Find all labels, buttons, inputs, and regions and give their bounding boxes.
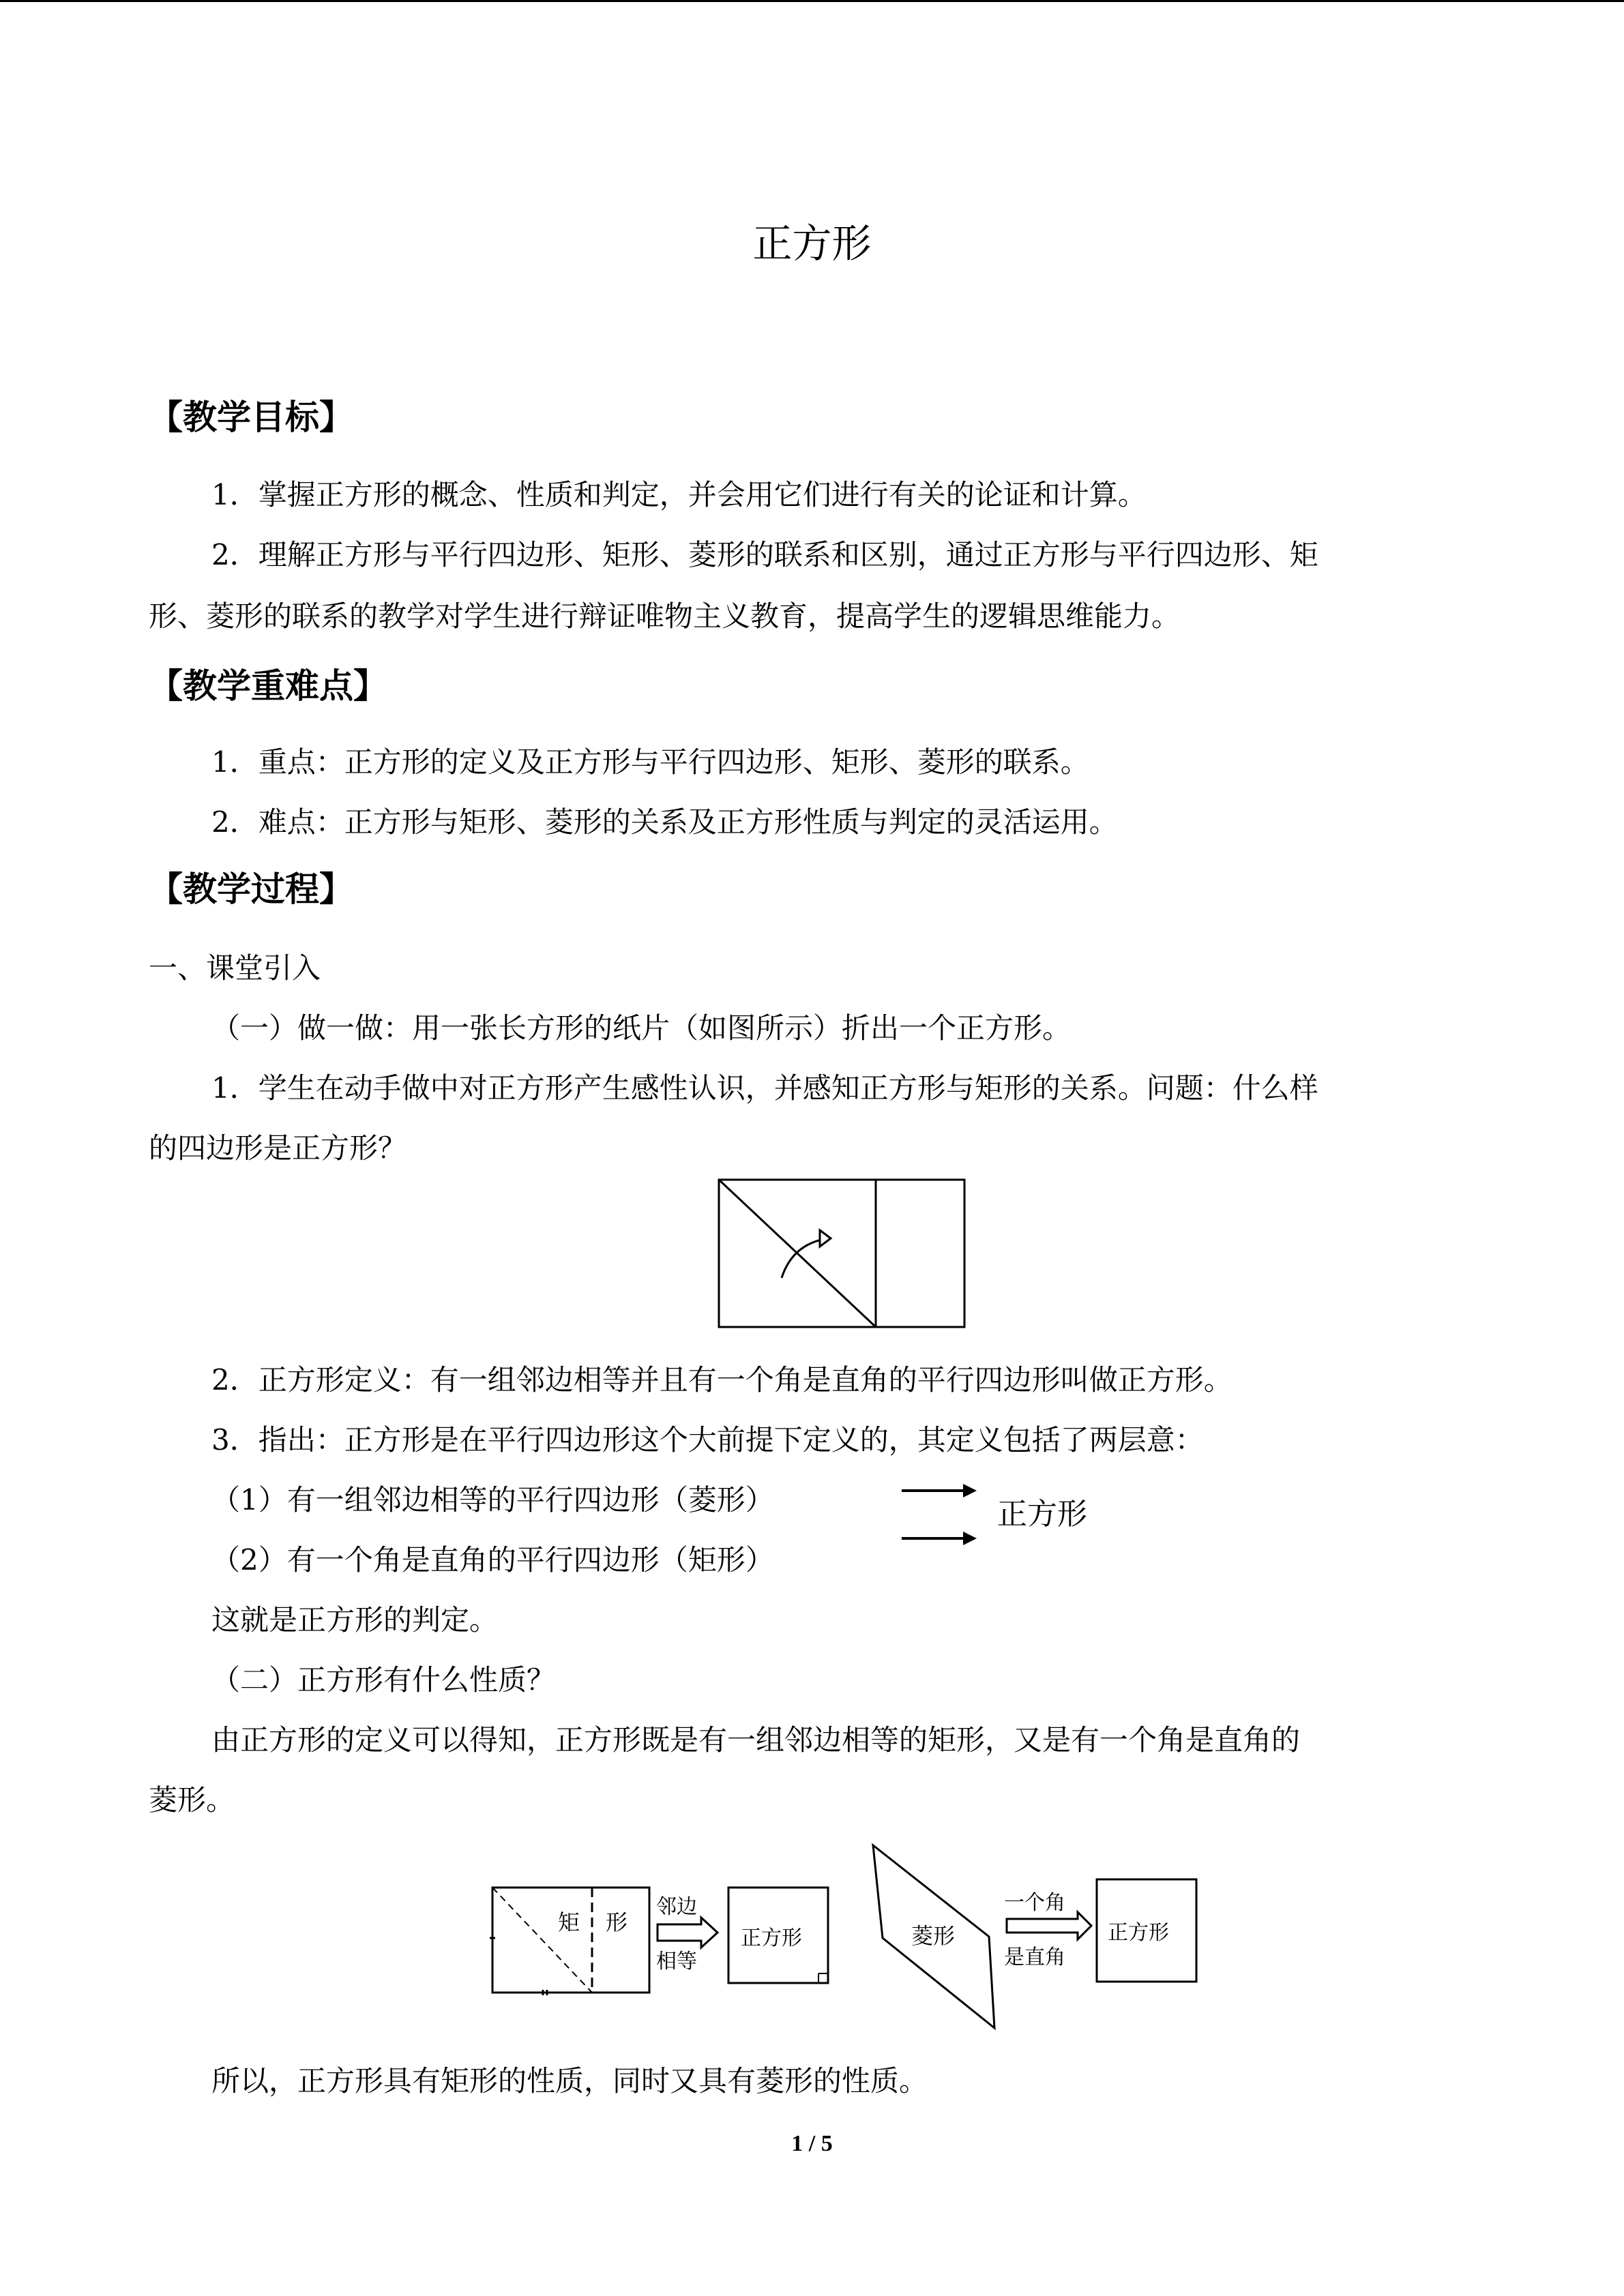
page-number: 1 / 5: [791, 2131, 833, 2156]
section-heading-goals: 【教学目标】: [149, 398, 353, 437]
activity-2: （二）正方形有什么性质？: [211, 1663, 556, 1697]
goal-2-line-1: 2．理解正方形与平行四边形、矩形、菱形的联系和区别，通过正方形与平行四边形、矩: [211, 538, 1318, 571]
activity-1: （一）做一做：用一张长方形的纸片（如图所示）折出一个正方形。: [211, 1011, 1072, 1045]
condition-arrows: [900, 1473, 982, 1555]
adjacent-label-top: 邻边: [656, 1895, 697, 1919]
rectangle-diagonal: [492, 1888, 592, 1993]
page-title: 正方形: [752, 220, 872, 267]
fold-diagram: [718, 1178, 969, 1331]
section-heading-keypoints: 【教学重难点】: [149, 666, 387, 706]
rectangle-shape: [492, 1888, 649, 1993]
property-line-1: 由正方形的定义可以得知，正方形既是有一组邻边相等的矩形，又是有一个角是直角的: [211, 1723, 1301, 1757]
relation-diagram: [477, 1834, 1214, 2039]
rhombus-label: 菱形: [911, 1923, 956, 1949]
result-square-label: 正方形: [997, 1497, 1087, 1532]
condition-2: （2）有一个角是直角的平行四边形（矩形）: [211, 1543, 774, 1577]
property-line-2: 菱形。: [149, 1783, 235, 1817]
definition-note: 3．指出：正方形是在平行四边形这个大前提下定义的，其定义包括了两层意：: [211, 1423, 1204, 1457]
arrow-head-1: [963, 1484, 977, 1497]
conclusion: 所以，正方形具有矩形的性质，同时又具有菱形的性质。: [211, 2064, 928, 2098]
top-border: [0, 0, 1624, 2]
definition: 2．正方形定义：有一组邻边相等并且有一个角是直角的平行四边形叫做正方形。: [211, 1363, 1232, 1397]
angle-label-bottom: 是直角: [1004, 1945, 1065, 1969]
fold-strip: [876, 1180, 964, 1327]
goal-1: 1．掌握正方形的概念、性质和判定，并会用它们进行有关的论证和计算。: [211, 478, 1147, 511]
activity-1-q-line-1: 1．学生在动手做中对正方形产生感性认识，并感知正方形与矩形的关系。问题：什么样: [211, 1071, 1318, 1105]
adjacent-label-bottom: 相等: [656, 1950, 697, 1973]
fold-arrow-head: [820, 1230, 831, 1247]
angle-arrow: [1007, 1912, 1091, 1939]
process-step-1: 一、课堂引入: [149, 951, 321, 985]
condition-1: （1）有一组邻边相等的平行四边形（菱形）: [211, 1483, 774, 1517]
adjacent-arrow: [658, 1918, 718, 1948]
rectangle-label-2: 形: [606, 1909, 628, 1935]
activity-1-q-line-2: 的四边形是正方形？: [149, 1131, 407, 1165]
goal-2-line-2: 形、菱形的联系的教学对学生进行辩证唯物主义教育，提高学生的逻辑思维能力。: [149, 599, 1181, 633]
angle-label-top: 一个角: [1004, 1891, 1065, 1915]
square-label-2: 正方形: [1108, 1921, 1169, 1945]
arrow-head-2: [963, 1532, 977, 1545]
rectangle-label-1: 矩: [558, 1909, 580, 1935]
judgement-statement: 这就是正方形的判定。: [211, 1603, 499, 1637]
square-label-1: 正方形: [741, 1926, 802, 1950]
keypoint-2: 2．难点：正方形与矩形、菱形的关系及正方形性质与判定的灵活运用。: [211, 805, 1118, 839]
section-heading-process: 【教学过程】: [149, 869, 353, 909]
keypoint-1: 1．重点：正方形的定义及正方形与平行四边形、矩形、菱形的联系。: [211, 745, 1089, 779]
